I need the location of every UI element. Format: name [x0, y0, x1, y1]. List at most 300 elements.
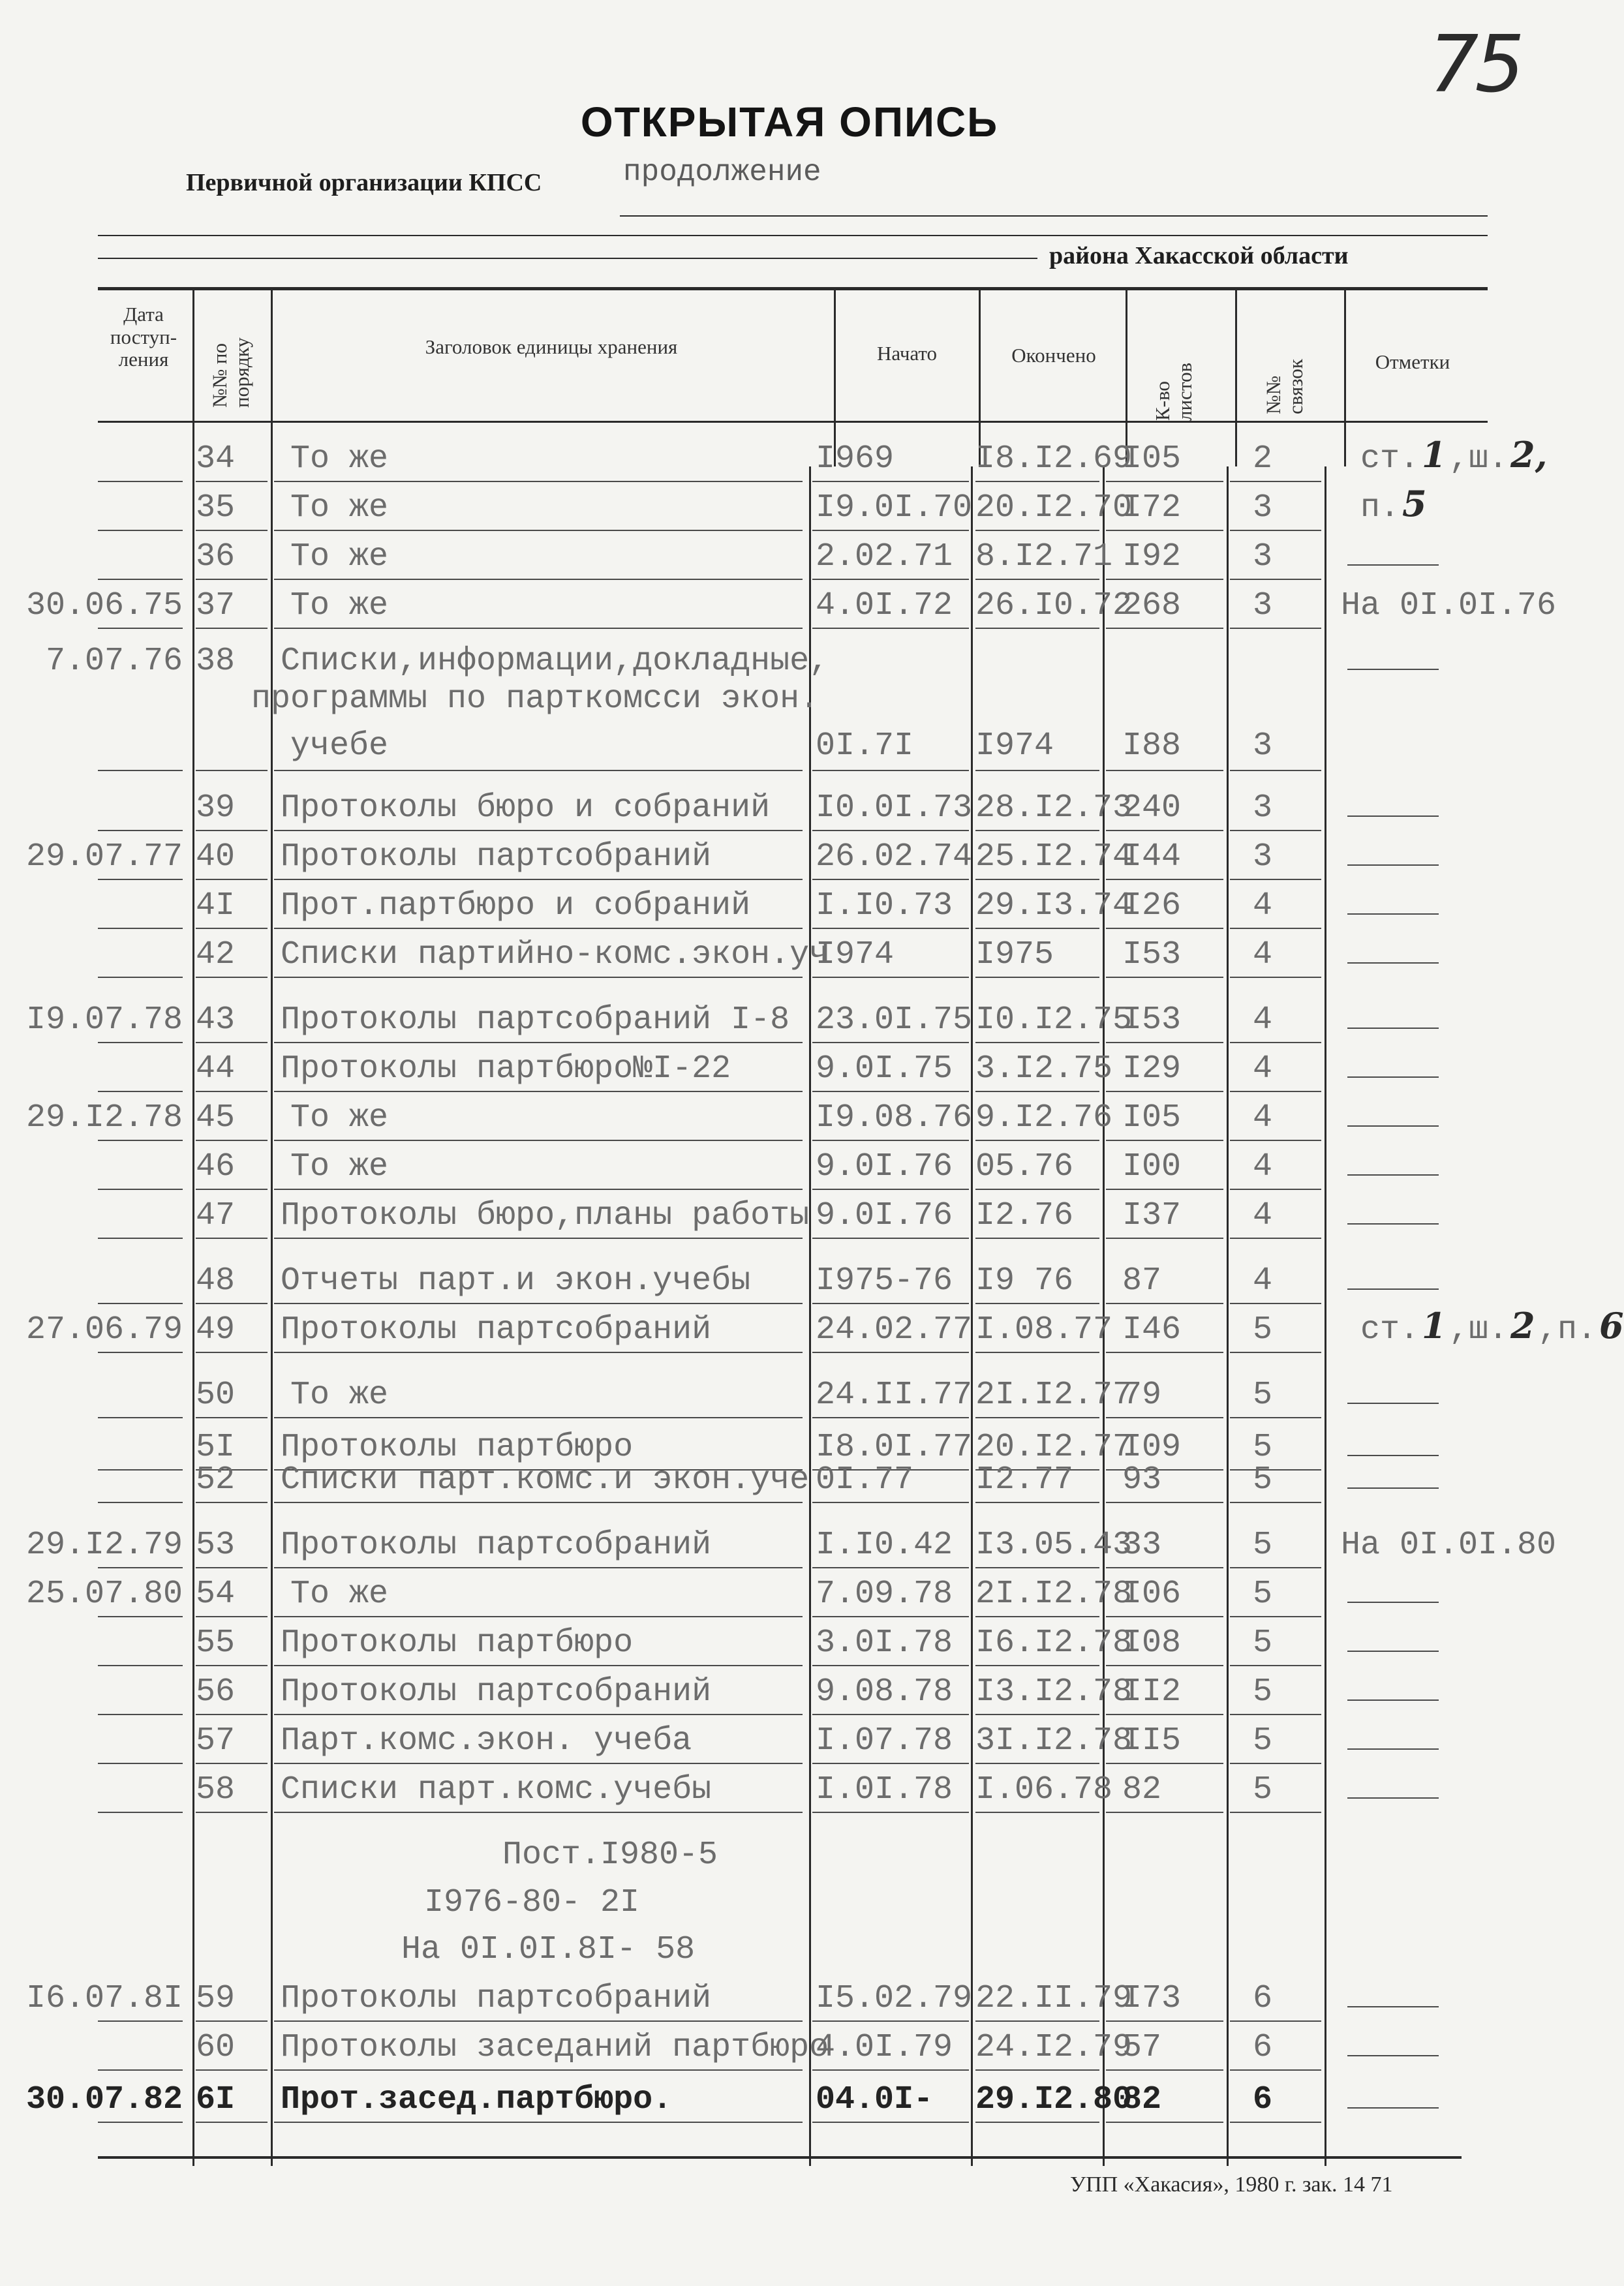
cell-bundle: 5	[1253, 1527, 1273, 1564]
row-underline	[1230, 1502, 1321, 1503]
col-header-date-line3: ления	[118, 348, 169, 371]
cell-end: 3I.I2.78	[975, 1722, 1133, 1760]
row-underline	[98, 1238, 183, 1239]
cell-start: 2.02.71	[816, 538, 953, 575]
row-underline	[196, 1567, 268, 1568]
row-underline	[975, 1763, 1099, 1764]
row-underline	[1106, 830, 1223, 831]
row-underline	[1230, 2069, 1321, 2071]
row-underline	[1106, 770, 1223, 771]
row-underline	[196, 2122, 268, 2123]
cell-end: 29.I2.80	[975, 2081, 1133, 2118]
row-underline	[274, 481, 803, 482]
row-underline	[1230, 1140, 1321, 1141]
cell-num: 35	[196, 489, 236, 526]
notes-dash	[1347, 815, 1439, 817]
cell-sheets: II2	[1122, 1673, 1182, 1711]
row-underline	[274, 1417, 803, 1418]
row-underline	[975, 830, 1099, 831]
cell-bundle: 6	[1253, 2029, 1273, 2066]
row-underline	[274, 1502, 803, 1503]
row-underline	[274, 1812, 803, 1813]
cell-bundle: 4	[1253, 1050, 1273, 1088]
cell-title: Протоколы заседаний партбюро	[281, 2029, 829, 2066]
row-underline	[274, 977, 803, 978]
row-underline	[196, 1091, 268, 1092]
row-underline	[98, 1417, 183, 1418]
cell-end: 22.II.79	[975, 1980, 1133, 2017]
cell-title: То же	[290, 1377, 389, 1414]
cell-bundle: 4	[1253, 1197, 1273, 1234]
row-underline	[812, 1417, 969, 1418]
notes-dash	[1347, 564, 1439, 566]
row-underline	[1230, 1714, 1321, 1715]
row-underline	[812, 579, 969, 580]
cell-bundle: 3	[1253, 587, 1273, 624]
cell-end: 29.I3.74	[975, 887, 1133, 924]
cell-bundle: 5	[1253, 1429, 1273, 1466]
cell-end: 3.I2.75	[975, 1050, 1113, 1088]
row-underline	[98, 2069, 183, 2071]
cell-num: 53	[196, 1527, 236, 1564]
row-underline	[975, 770, 1099, 771]
document-title: ОТКРЫТАЯ ОПИСЬ	[580, 99, 999, 145]
cell-sheets: II5	[1122, 1722, 1182, 1760]
cell-sheets: I26	[1122, 887, 1182, 924]
row-underline	[975, 530, 1099, 531]
row-underline	[812, 1091, 969, 1092]
cell-start: 9.0I.76	[816, 1148, 953, 1185]
cell-bundle: 5	[1253, 1624, 1273, 1662]
cell-num: 49	[196, 1311, 236, 1349]
row-underline	[812, 1502, 969, 1503]
cell-date: 27.06.79	[26, 1311, 183, 1349]
row-underline	[1106, 1502, 1223, 1503]
organization-value: продолжение	[623, 155, 821, 189]
cell-title: То же	[290, 538, 389, 575]
cell-bundle: 3	[1253, 489, 1273, 526]
cell-title: Протоколы партбюро	[281, 1624, 634, 1662]
notes-dash	[1347, 1403, 1439, 1404]
row-underline	[975, 1502, 1099, 1503]
row-underline	[274, 830, 803, 831]
row-underline	[98, 1091, 183, 1092]
row-underline	[1106, 1616, 1223, 1617]
cell-title: Отчеты парт.и экон.учебы	[281, 1262, 751, 1300]
cell-sheets: I06	[1122, 1576, 1182, 1613]
row-underline	[1106, 1812, 1223, 1813]
row-underline	[1230, 1469, 1321, 1471]
row-underline	[812, 1763, 969, 1764]
cell-end: I6.I2.78	[975, 1624, 1133, 1662]
cell-num: 42	[196, 936, 236, 973]
row-underline	[1230, 1567, 1321, 1568]
cell-sheets: I73	[1122, 1980, 1182, 2017]
cell-end: 2I.I2.78	[975, 1576, 1133, 1613]
row-underline	[98, 1812, 183, 1813]
cell-bundle: 5	[1253, 1576, 1273, 1613]
handwritten-note: 1	[1422, 434, 1447, 476]
row-underline	[1230, 530, 1321, 531]
row-underline	[812, 1616, 969, 1617]
cell-num: 36	[196, 538, 236, 575]
cell-num: 44	[196, 1050, 236, 1088]
row-underline	[812, 1812, 969, 1813]
notes-dash	[1347, 913, 1439, 915]
cell-start: I9.0I.70	[816, 489, 973, 526]
row-underline	[274, 2122, 803, 2123]
row-underline	[1106, 1238, 1223, 1239]
cell-bundle: 5	[1253, 1771, 1273, 1808]
row-underline	[1106, 1714, 1223, 1715]
cell-end: I975	[975, 936, 1054, 973]
row-underline	[1230, 1091, 1321, 1092]
row-underline	[1106, 977, 1223, 978]
row-underline	[98, 1469, 183, 1471]
row-underline	[196, 1189, 268, 1190]
row-underline	[274, 1567, 803, 1568]
table-bottom-line	[98, 2156, 1462, 2159]
col-header-date-line1: Дата	[123, 303, 164, 326]
row-underline	[196, 1616, 268, 1617]
notes-dash	[1347, 1797, 1439, 1799]
row-underline	[274, 530, 803, 531]
cell-sheets: 93	[1122, 1461, 1162, 1499]
row-underline	[1230, 628, 1321, 629]
cell-title: Протоколы бюро,планы работы	[281, 1197, 810, 1234]
row-underline	[98, 830, 183, 831]
row-underline	[1106, 1189, 1223, 1190]
row-underline	[1106, 1763, 1223, 1764]
row-underline	[812, 1140, 969, 1141]
row-underline	[1230, 1763, 1321, 1764]
row-underline	[196, 928, 268, 929]
row-underline	[98, 481, 183, 482]
row-underline	[196, 1303, 268, 1304]
row-underline	[1230, 830, 1321, 831]
cell-end: 2I.I2.77	[975, 1377, 1133, 1414]
cell-bundle: 4	[1253, 887, 1273, 924]
row-underline	[196, 579, 268, 580]
cell-start: 0I.77	[816, 1461, 914, 1499]
notes-dash	[1347, 1076, 1439, 1078]
row-underline	[274, 579, 803, 580]
row-underline	[98, 1352, 183, 1353]
row-underline	[975, 2020, 1099, 2022]
row-underline	[812, 1189, 969, 1190]
cell-start: 24.II.77	[816, 1377, 973, 1414]
row-underline	[975, 977, 1099, 978]
cell-sheets: I05	[1122, 440, 1182, 478]
cell-note: ,ш.	[1449, 440, 1509, 478]
handwritten-note: 2	[1510, 1305, 1535, 1347]
row-underline	[98, 1042, 183, 1043]
cell-bundle: 5	[1253, 1461, 1273, 1499]
row-underline	[975, 481, 1099, 482]
row-underline	[975, 1189, 1099, 1190]
row-underline	[1106, 1042, 1223, 1043]
region-underline	[98, 258, 1037, 259]
cell-date: 29.I2.79	[26, 1527, 183, 1564]
row-underline	[812, 1567, 969, 1568]
summary-line-1: Пост.I980-5	[502, 1836, 718, 1874]
row-underline	[975, 1042, 1099, 1043]
row-underline	[812, 2069, 969, 2071]
cell-start: 4.0I.72	[816, 587, 953, 624]
col-header-end: Окончено	[1011, 344, 1096, 367]
row-underline	[975, 579, 1099, 580]
row-underline	[98, 879, 183, 880]
row-underline	[98, 1502, 183, 1503]
cell-note: п.	[1360, 489, 1400, 526]
cell-bundle: 3	[1253, 538, 1273, 575]
cell-bundle: 4	[1253, 1262, 1273, 1300]
row-underline	[1106, 530, 1223, 531]
row-underline	[812, 977, 969, 978]
cell-start: 4.0I.79	[816, 2029, 953, 2066]
cell-bundle: 3	[1253, 789, 1273, 827]
row-underline	[274, 928, 803, 929]
cell-num: 48	[196, 1262, 236, 1300]
row-underline	[975, 1567, 1099, 1568]
row-underline	[196, 1352, 268, 1353]
row-underline	[98, 928, 183, 929]
cell-sheets: I44	[1122, 838, 1182, 876]
cell-num: 5I	[196, 1429, 236, 1466]
cell-title: Парт.комс.экон. учеба	[281, 1722, 692, 1760]
col-divider-1	[192, 290, 194, 2166]
cell-start: I.I0.42	[816, 1527, 953, 1564]
cell-end: 28.I2.73	[975, 789, 1133, 827]
cell-start: I.I0.73	[816, 887, 953, 924]
cell-num: 34	[196, 440, 236, 478]
cell-bundle: 4	[1253, 936, 1273, 973]
row-underline	[975, 1238, 1099, 1239]
org-underline	[620, 215, 1488, 217]
row-underline	[1106, 2069, 1223, 2071]
row-underline	[98, 1763, 183, 1764]
row-underline	[1106, 628, 1223, 629]
summary-line-3: На 0I.0I.8I- 58	[401, 1931, 696, 1968]
cell-date: I9.07.78	[26, 1001, 183, 1039]
cell-end: I9 76	[975, 1262, 1074, 1300]
row-underline	[196, 628, 268, 629]
cell-date: 29.I2.78	[26, 1099, 183, 1136]
cell-end: I974	[975, 727, 1054, 765]
row-underline	[1106, 579, 1223, 580]
col-header-start: Начато	[876, 342, 938, 365]
cell-title: Протоколы партсобраний	[281, 1980, 712, 2017]
row-underline	[274, 1091, 803, 1092]
row-underline	[812, 481, 969, 482]
cell-bundle: 3	[1253, 727, 1273, 765]
cell-sheets: I88	[1122, 727, 1182, 765]
handwritten-note: 2,	[1510, 434, 1548, 476]
row-underline	[812, 879, 969, 880]
col-header-date	[98, 303, 189, 371]
cell-num: 52	[196, 1461, 236, 1499]
row-underline	[274, 1763, 803, 1764]
cell-note: ст.	[1360, 440, 1420, 478]
cell-title-continued: программы по парткомсси экон.	[251, 680, 820, 718]
col-header-sheets-line2: листов	[1173, 362, 1197, 421]
row-underline	[196, 1665, 268, 1666]
row-underline	[274, 770, 803, 771]
cell-start: 9.0I.76	[816, 1197, 953, 1234]
row-underline	[274, 1352, 803, 1353]
row-underline	[975, 1714, 1099, 1715]
notes-dash	[1347, 2107, 1439, 2109]
notes-dash	[1347, 1288, 1439, 1290]
cell-end: 26.I0.72	[975, 587, 1133, 624]
row-underline	[975, 1812, 1099, 1813]
notes-dash	[1347, 1125, 1439, 1127]
notes-dash	[1347, 1174, 1439, 1176]
row-underline	[812, 2020, 969, 2022]
row-underline	[975, 928, 1099, 929]
cell-num: 59	[196, 1980, 236, 2017]
notes-dash	[1347, 1487, 1439, 1489]
row-underline	[1230, 579, 1321, 580]
cell-title: Протоколы партсобраний	[281, 1311, 712, 1349]
row-underline	[812, 1714, 969, 1715]
cell-sheets: 82	[1122, 1771, 1162, 1808]
cell-num: 38	[196, 643, 236, 680]
cell-date: 30.07.82	[26, 2081, 183, 2118]
row-underline	[274, 1042, 803, 1043]
row-underline	[1230, 1303, 1321, 1304]
cell-start: I5.02.79	[816, 1980, 973, 2017]
cell-num: 6I	[196, 2081, 236, 2118]
col-divider-7b	[1325, 466, 1326, 2166]
cell-sheets: I46	[1122, 1311, 1182, 1349]
col-header-bundle-line1: №№	[1262, 375, 1285, 414]
cell-title: Списки парт.комс.и экон.уче	[281, 1461, 810, 1499]
cell-sheets: I72	[1122, 489, 1182, 526]
col-header-sheets	[1152, 363, 1196, 421]
cell-end: I3.05.43	[975, 1527, 1133, 1564]
cell-start: I0.0I.73	[816, 789, 973, 827]
notes-dash	[1347, 1455, 1439, 1456]
cell-bundle: 6	[1253, 2081, 1273, 2118]
row-underline	[98, 1665, 183, 1666]
cell-start: 9.08.78	[816, 1673, 953, 1711]
row-underline	[1106, 1665, 1223, 1666]
cell-num: 46	[196, 1148, 236, 1185]
col-divider-7	[1344, 290, 1346, 466]
row-underline	[975, 1140, 1099, 1141]
row-underline	[274, 2069, 803, 2071]
cell-end: I8.I2.69	[975, 440, 1133, 478]
row-underline	[98, 1616, 183, 1617]
cell-bundle: 4	[1253, 1148, 1273, 1185]
cell-sheets: I05	[1122, 1099, 1182, 1136]
cell-note: ст.	[1360, 1311, 1420, 1349]
notes-dash	[1347, 2006, 1439, 2007]
row-underline	[196, 2069, 268, 2071]
cell-sheets: 82	[1122, 2081, 1162, 2118]
row-underline	[196, 1417, 268, 1418]
cell-start: I.0I.78	[816, 1771, 953, 1808]
row-underline	[1230, 770, 1321, 771]
cell-end: I.06.78	[975, 1771, 1113, 1808]
cell-title: Протоколы партбюро	[281, 1429, 634, 1466]
row-underline	[196, 1042, 268, 1043]
cell-num: 4I	[196, 887, 236, 924]
cell-num: 43	[196, 1001, 236, 1039]
row-underline	[98, 579, 183, 580]
cell-title: Протоколы бюро и собраний	[281, 789, 771, 827]
summary-line-2: I976-80- 2I	[424, 1884, 640, 1921]
row-underline	[975, 628, 1099, 629]
cell-sheets: 240	[1122, 789, 1182, 827]
cell-title: То же	[290, 489, 389, 526]
row-underline	[1106, 879, 1223, 880]
row-underline	[812, 928, 969, 929]
cell-bundle: 5	[1253, 1311, 1273, 1349]
cell-num: 37	[196, 587, 236, 624]
row-underline	[812, 1303, 969, 1304]
row-underline	[274, 879, 803, 880]
cell-num: 60	[196, 2029, 236, 2066]
cell-title: Протоколы партсобраний	[281, 1673, 712, 1711]
row-underline	[1106, 2020, 1223, 2022]
cell-end: I.08.77	[975, 1311, 1113, 1349]
row-underline	[196, 977, 268, 978]
row-underline	[274, 1665, 803, 1666]
cell-sheets: 87	[1122, 1262, 1162, 1300]
notes-dash	[1347, 2055, 1439, 2056]
cell-date: 25.07.80	[26, 1576, 183, 1613]
row-underline	[274, 1140, 803, 1141]
cell-num: 55	[196, 1624, 236, 1662]
cell-start: I.07.78	[816, 1722, 953, 1760]
row-underline	[1230, 2122, 1321, 2123]
row-underline	[1230, 1665, 1321, 1666]
cell-bundle: 3	[1253, 838, 1273, 876]
col-header-num-line2: порядку	[230, 337, 254, 408]
handwritten-note: 6	[1599, 1305, 1624, 1347]
cell-bundle: 5	[1253, 1722, 1273, 1760]
row-underline	[1106, 1303, 1223, 1304]
cell-end: 24.I2.79	[975, 2029, 1133, 2066]
cell-bundle: 4	[1253, 1001, 1273, 1039]
cell-date: 7.07.76	[46, 643, 183, 680]
cell-start: 0I.7I	[816, 727, 914, 765]
cell-title: Прот.засед.партбюро.	[281, 2081, 673, 2118]
cell-title: Протоколы партбюро№I-22	[281, 1050, 731, 1088]
cell-end: 25.I2.74	[975, 838, 1133, 876]
cell-start: 04.0I-	[816, 2081, 934, 2118]
handwritten-note: 1	[1422, 1305, 1447, 1347]
row-underline	[98, 977, 183, 978]
row-underline	[812, 530, 969, 531]
row-underline	[196, 1502, 268, 1503]
row-underline	[975, 2069, 1099, 2071]
cell-sheets: 57	[1122, 2029, 1162, 2066]
row-underline	[196, 530, 268, 531]
cell-sheets: I29	[1122, 1050, 1182, 1088]
notes-dash	[1347, 962, 1439, 964]
col-header-num-line1: №№ по	[208, 343, 231, 408]
row-underline	[274, 2020, 803, 2022]
row-underline	[98, 1303, 183, 1304]
cell-sheets: I09	[1122, 1429, 1182, 1466]
cell-title: Прот.партбюро и собраний	[281, 887, 751, 924]
organization-label: Первичной организации КПСС	[186, 169, 542, 196]
cell-start: I969	[816, 440, 895, 478]
row-underline	[812, 770, 969, 771]
